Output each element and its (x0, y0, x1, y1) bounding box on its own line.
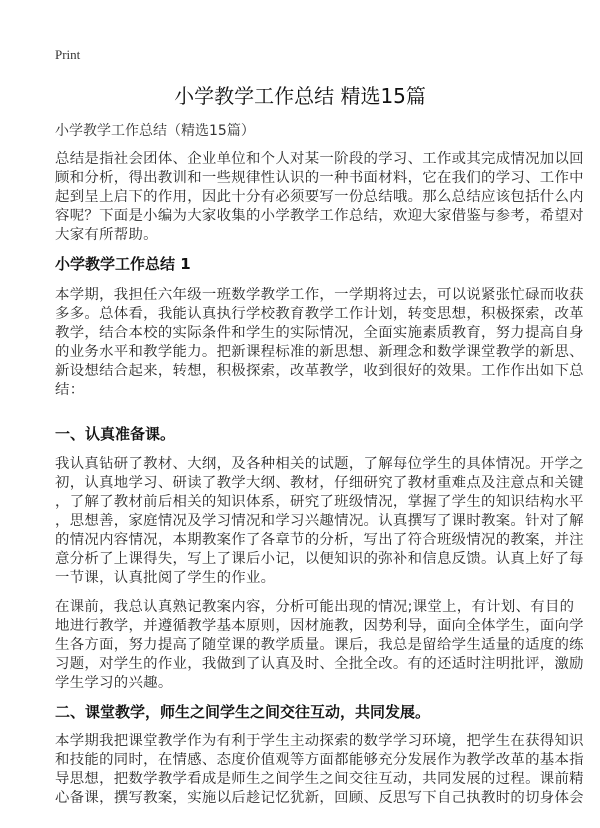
paragraph-3 (55, 598, 584, 693)
text-line: 容呢？下面是小编为大家收集的小学教学工作总结，欢迎大家借鉴与参考，希望对 (55, 208, 584, 224)
text-line: 生各方面，努力提高了随堂课的教学质量。课后，我总是留给学生适量的适度的练 (55, 637, 584, 653)
intro-paragraph (55, 150, 584, 245)
section-heading-2: 二、课堂教学，师生之间学生之间交往互动，共同发展。 (55, 703, 431, 721)
text-line: 一节课，认真批阅了学生的作业。 (55, 570, 276, 586)
text-line: 地进行教学，并遵循教学基本原则，因材施教，因势利导，面向全体学生，面向学 (55, 618, 584, 634)
print-link[interactable]: Print (55, 47, 81, 62)
text-line: 心备课，撰写教案，实施以后趁记忆犹新，回顾、反思写下自己执教时的切身体会 (55, 790, 584, 806)
text-line: 教学，结合本校的实际条件和学生的实际情况，全面实施素质教育，努力提高自身 (55, 325, 584, 341)
text-line: 学生学习的兴趣。 (55, 675, 173, 691)
text-line: 意分析了上课得失，写上了课后小记，以便知识的弥补和信息反馈。认真上好了每 (55, 551, 584, 567)
text-line: ，了解了教材前后相关的知识体系，研究了班级情况，掌握了学生的知识结构水平 (55, 494, 584, 510)
text-line: ，思想善，家庭情况及学习情况和学习兴趣情况。认真撰写了课时教案。针对了解 (55, 513, 584, 529)
text-line: 多多。总体看，我能认真执行学校教育教学工作计划，转变思想，积极探索，改革 (55, 306, 584, 322)
text-line: 大家有所帮助。 (55, 227, 158, 243)
paragraph-4 (55, 732, 584, 808)
section-heading-1: 一、认真准备课。 (55, 425, 176, 443)
text-line: 起到呈上启下的作用，因此十分有必须要写一份总结哦。那么总结应该包括什么内 (55, 189, 584, 205)
paragraph-2 (55, 455, 584, 588)
paragraph-1 (55, 286, 584, 400)
text-line: 的情况内容情况，本期教案作了各章节的分析，写出了符合班级情况的教案，并注 (55, 532, 584, 548)
text-line: 导思想，把数学教学看成是师生之间学生之间交往互动，共同发展的过程。课前精 (55, 771, 584, 787)
text-line: 总结是指社会团体、企业单位和个人对某一阶段的学习、工作或其完成情况加以回 (55, 151, 584, 167)
text-line: 本学期我把课堂教学作为有利于学生主动探索的数学学习环境，把学生在获得知识 (55, 733, 584, 749)
text-line: 习题，对学生的作业，我做到了认真及时、全批全改。有的还适时注明批评，激励 (55, 656, 584, 672)
text-line: 的业务水平和教学能力。把新课程标准的新思想、新理念和数学课堂教学的新思、 (55, 344, 584, 360)
subtitle: 小学教学工作总结（精选15篇） (55, 123, 255, 139)
text-line: 和技能的同时，在情感、态度价值观等方面都能够充分发展作为教学改革的基本指 (55, 752, 584, 768)
heading-summary-1: 小学教学工作总结 1 (55, 255, 191, 273)
text-line: 初，认真地学习、研读了教学大纲、教材，仔细研究了教材重难点及注意点和关键 (55, 475, 584, 491)
page-title: 小学教学工作总结 精选15篇 (174, 84, 426, 108)
text-line: 本学期，我担任六年级一班数学教学工作，一学期将过去，可以说紧张忙碌而收获 (55, 287, 584, 303)
text-line: 顾和分析，得出教训和一些规律性认识的一种书面材料，它在我们的学习、工作中 (55, 170, 584, 186)
text-line: 在课前，我总认真熟记教案内容，分析可能出现的情况;课堂上，有计划、有目的 (55, 599, 575, 615)
text-line: 结： (55, 382, 85, 398)
text-line: 我认真钻研了教材、大纲，及各种相关的试题，了解每位学生的具体情况。开学之 (55, 456, 584, 472)
text-line: 新设想结合起来，转想，积极探索，改革教学，收到很好的效果。工作作出如下总 (55, 363, 584, 379)
